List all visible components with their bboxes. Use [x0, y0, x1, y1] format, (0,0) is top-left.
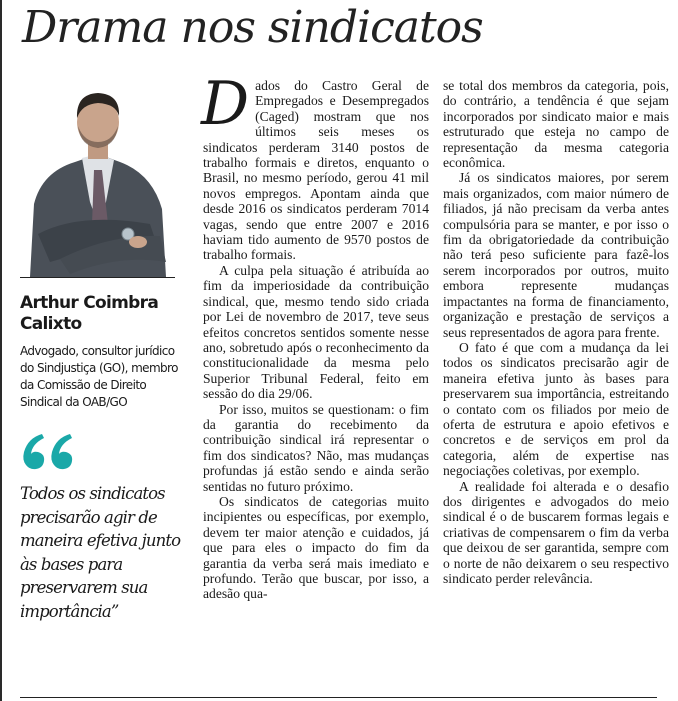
article-column-1 [201, 69, 429, 602]
paragraph: O fato é que com a mudança da lei todos os sindicatos precisarão agir de maneira efetiva junto às bases para preservarem sua importância, estreitando o contato com os filiados por meio de oferta de estrutura e apoio efetivos e concretos e de serviços em prol da categoria, além de expertise nas negociações coletivas, por exemplo. [443, 339, 669, 479]
paragraph: se total dos membros da categoria, pois, do contrário, a tendência é que sejam incorporados por sindicato maior e mais estruturado que esteja no campo de representação da mesma categoria econômica. [443, 78, 669, 171]
paragraph: Já os sindicatos maiores, por serem mais organizados, com maior número de filiados, já não precisam da verba antes compulsória para se manter, e por isso o fim da obrigatoriedade da contribuição não terá peso suficiente para fazê-los serem incorporados por outros, muito embora represente mudanças impactantes na forma de financiamento, organização e prestação de serviços a seus representados de agora para frente. [443, 170, 669, 340]
dropcap: D [201, 69, 250, 139]
pull-quote: Todos os sindicatos precisarão agir de maneira efetiva junto às bases para preservarem sua importância” [20, 484, 181, 621]
photo-divider [20, 277, 175, 278]
article-column-2 [443, 78, 669, 586]
paragraph: A realidade foi alterada e o desafio dos dirigentes e advogados do meio sindical é o de buscarem formas legais e criativas de compensarem o fim da verba que deixou de ser garantida, sempre com o norte de não deixarem o seu respectivo sindicato perder relevância. [443, 478, 669, 586]
quote-mark-icon [20, 432, 76, 480]
author-photo [20, 84, 175, 277]
paragraph: Por isso, muitos se questionam: o fim da garantia do recebimento da contribuição sindical irá representar o fim dos sindicatos? Não, mas mudanças profundas já estão sendo e ainda serão sentidas no futuro próximo. [203, 401, 429, 494]
author-photo-icon [20, 84, 175, 277]
paragraph [201, 69, 429, 263]
bottom-divider [20, 697, 657, 698]
author-name: Arthur Coimbra Calixto [20, 293, 159, 334]
paragraph: A culpa pela situação é atribuída ao fim da imperiosidade da contribuição sindical, que, mesmo tendo sido criada por Lei de novembro de 2017, teve seus efeitos concretos sentidos somente nesse ano, sobretudo após o reconhecimento da constitucionalidade da mesma pelo Superior Tribunal Federal, feito em sessão do dia 29/06. [203, 262, 429, 402]
headline: Drama nos sindicatos [22, 2, 483, 53]
paragraph-text: ados do Castro Geral de Empregados e Desempregados (Caged) mostram que nos últimos seis meses os sindicatos perderam 3140 postos de trabalho formais e diretos, enquanto o Brasil, no mesmo período, gerou 41 mil novos empregos. Apontam ainda que desde 2016 os sindicatos perderam 7014 vagas, sendo que entre 2007 e 2016 haviam tido aumento de 9570 postos de trabalho formais. [203, 78, 429, 263]
page-left-rule [0, 0, 2, 701]
paragraph: Os sindicatos de categorias muito incipientes ou específicas, por exemplo, devem ter maior atenção e cuidados, já que para eles o impacto do fim da garantia da verba será mais imediato e profundo. Terão que buscar, por isso, a adesão qua- [203, 493, 429, 602]
author-bio: Advogado, consultor jurídico do Sindjustiça (GO), membro da Comissão de Direito Sindical da OAB/GO [20, 344, 178, 409]
